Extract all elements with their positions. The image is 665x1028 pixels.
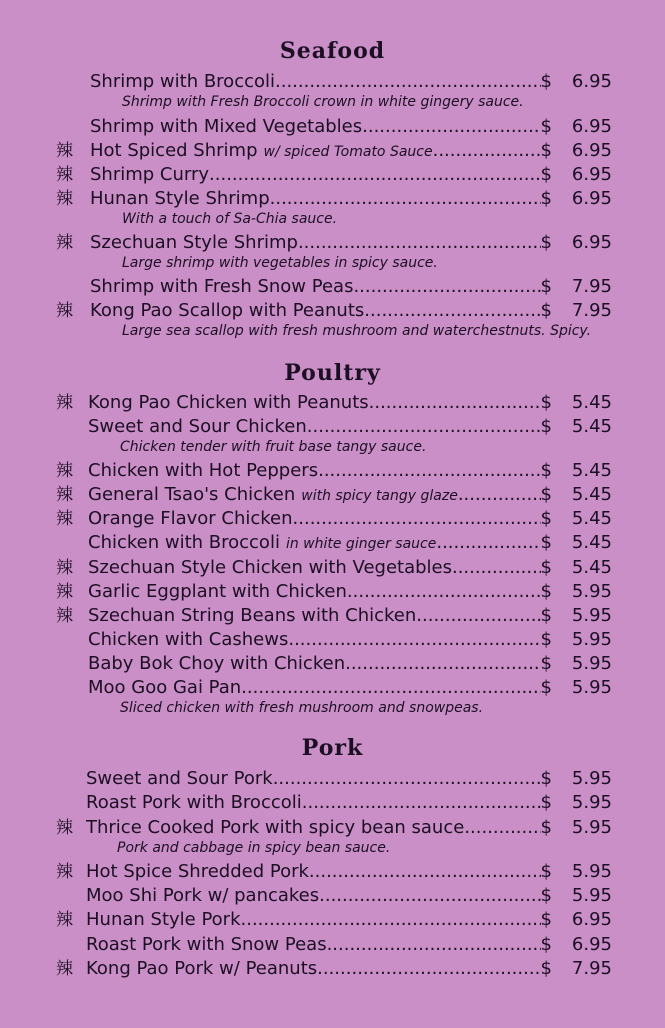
dot-leader <box>302 791 541 815</box>
dot-leader <box>458 483 541 507</box>
currency-symbol: $ <box>540 140 552 161</box>
menu-item <box>0 391 665 415</box>
currency-symbol: $ <box>540 116 552 137</box>
dot-leader <box>275 70 541 94</box>
menu-item-inline-description: w/ spiced Tomato Sauce <box>263 144 433 160</box>
menu-item <box>0 628 665 652</box>
spicy-marker-icon: 辣 <box>56 818 73 838</box>
menu-item-row <box>88 652 552 676</box>
menu-item-price: 5.95 <box>571 817 612 838</box>
section-title-pork: Pork <box>301 735 364 761</box>
menu-item-price: 6.95 <box>571 164 612 185</box>
menu-item-name: Sweet and Sour Chicken <box>88 416 307 437</box>
menu-item <box>0 556 665 580</box>
currency-symbol: $ <box>540 71 552 92</box>
menu-item <box>0 415 665 439</box>
menu-item-name: Shrimp with Fresh Snow Peas <box>90 276 354 297</box>
menu-item <box>0 957 665 981</box>
spicy-marker-icon: 辣 <box>56 959 73 979</box>
menu-item-price: 5.95 <box>571 792 612 813</box>
menu-item <box>0 275 665 299</box>
menu-item-row <box>86 933 552 957</box>
menu-item-name: Chicken with Cashews <box>88 629 289 650</box>
menu-item <box>0 459 665 483</box>
currency-symbol: $ <box>540 653 552 674</box>
dot-leader <box>364 299 540 323</box>
menu-item-row <box>88 676 552 700</box>
spicy-marker-icon: 辣 <box>56 461 73 481</box>
menu-item <box>0 604 665 628</box>
menu-item <box>0 115 665 139</box>
menu-item-price: 7.95 <box>571 300 612 321</box>
menu-item-row <box>90 70 552 94</box>
spicy-marker-icon: 辣 <box>56 189 73 209</box>
menu-item-row <box>88 604 552 628</box>
currency-symbol: $ <box>540 164 552 185</box>
spicy-marker-icon: 辣 <box>56 509 73 529</box>
menu-item-price: 5.95 <box>571 605 612 626</box>
menu-item-row <box>90 163 552 187</box>
menu-item-price: 5.45 <box>571 484 612 505</box>
menu-item-price: 5.95 <box>571 861 612 882</box>
dot-leader <box>433 139 541 163</box>
menu-item-name: Thrice Cooked Pork with spicy bean sauce <box>86 817 465 838</box>
currency-symbol: $ <box>540 508 552 529</box>
menu-item-price: 6.95 <box>571 188 612 209</box>
menu-item-row <box>88 459 552 483</box>
menu-item <box>0 231 665 255</box>
dot-leader <box>436 531 540 555</box>
menu-item-name: Kong Pao Chicken with Peanuts <box>88 392 369 413</box>
menu-item-description: Shrimp with Fresh Broccoli crown in white gingery sauce. <box>122 94 524 110</box>
menu-item-price: 5.95 <box>571 885 612 906</box>
menu-item-row <box>88 580 552 604</box>
currency-symbol: $ <box>540 677 552 698</box>
menu-item-name: Roast Pork with Broccoli <box>86 792 302 813</box>
currency-symbol: $ <box>540 861 552 882</box>
section-title-seafood: Seafood <box>279 38 386 64</box>
menu-item-name: Baby Bok Choy with Chicken <box>88 653 346 674</box>
dot-leader <box>416 604 540 628</box>
currency-symbol: $ <box>540 958 552 979</box>
dot-leader <box>270 187 541 211</box>
currency-symbol: $ <box>540 557 552 578</box>
menu-item <box>0 187 665 211</box>
currency-symbol: $ <box>540 484 552 505</box>
menu-item-name: Garlic Eggplant with Chicken <box>88 581 347 602</box>
spicy-marker-icon: 辣 <box>56 141 73 161</box>
menu-item-price: 6.95 <box>571 909 612 930</box>
currency-symbol: $ <box>540 392 552 413</box>
menu-item-price: 6.95 <box>571 232 612 253</box>
dot-leader <box>309 860 541 884</box>
menu-item <box>0 860 665 884</box>
menu-item-row <box>90 187 552 211</box>
menu-item-price: 5.45 <box>571 508 612 529</box>
currency-symbol: $ <box>540 885 552 906</box>
menu-item-row <box>86 791 552 815</box>
menu-item-price: 6.95 <box>571 934 612 955</box>
menu-item <box>0 299 665 323</box>
menu-item-name: Orange Flavor Chicken <box>88 508 293 529</box>
menu-item-row <box>88 628 552 652</box>
section-title-poultry: Poultry <box>284 360 381 386</box>
menu-item-price: 5.95 <box>571 677 612 698</box>
spicy-marker-icon: 辣 <box>56 301 73 321</box>
dot-leader <box>298 231 541 255</box>
currency-symbol: $ <box>540 460 552 481</box>
menu-item <box>0 483 665 507</box>
currency-symbol: $ <box>540 416 552 437</box>
menu-item-name: Hot Spice Shredded Pork <box>86 861 309 882</box>
menu-item-price: 6.95 <box>571 140 612 161</box>
currency-symbol: $ <box>540 232 552 253</box>
dot-leader <box>327 933 541 957</box>
menu-item-row <box>88 415 552 439</box>
dot-leader <box>353 275 540 299</box>
menu-item-name: Moo Shi Pork w/ pancakes <box>86 885 320 906</box>
menu-item-price: 5.95 <box>571 768 612 789</box>
dot-leader <box>319 884 540 908</box>
spicy-marker-icon: 辣 <box>56 233 73 253</box>
menu-item <box>0 507 665 531</box>
menu-item-row <box>88 483 552 508</box>
menu-item-row <box>90 115 552 139</box>
dot-leader <box>241 908 541 932</box>
currency-symbol: $ <box>540 581 552 602</box>
currency-symbol: $ <box>540 934 552 955</box>
dot-leader <box>293 507 541 531</box>
spicy-marker-icon: 辣 <box>56 393 73 413</box>
menu-item <box>0 816 665 840</box>
menu-item-description: Chicken tender with fruit base tangy sauce. <box>120 439 427 455</box>
menu-item-row <box>86 860 552 884</box>
menu-item <box>0 652 665 676</box>
currency-symbol: $ <box>540 532 552 553</box>
currency-symbol: $ <box>540 276 552 297</box>
menu-item <box>0 531 665 555</box>
menu-item <box>0 139 665 163</box>
menu-item <box>0 676 665 700</box>
menu-item-description: Sliced chicken with fresh mushroom and snowpeas. <box>120 700 484 716</box>
menu-item-price: 5.95 <box>571 653 612 674</box>
menu-item-price: 6.95 <box>571 116 612 137</box>
menu-item-row <box>88 507 552 531</box>
menu-item-row <box>90 275 552 299</box>
menu-item <box>0 767 665 791</box>
currency-symbol: $ <box>540 909 552 930</box>
dot-leader <box>209 163 541 187</box>
menu-item-row <box>90 139 552 164</box>
menu-item-name: Kong Pao Scallop with Peanuts <box>90 300 365 321</box>
menu-item-price: 5.45 <box>571 557 612 578</box>
menu-item <box>0 580 665 604</box>
menu-item-inline-description: with spicy tangy glaze <box>301 488 458 504</box>
menu-item-name: Chicken with Hot Peppers <box>88 460 319 481</box>
currency-symbol: $ <box>540 188 552 209</box>
spicy-marker-icon: 辣 <box>56 862 73 882</box>
menu-item-row <box>86 908 552 932</box>
menu-item-name: Shrimp Curry <box>90 164 210 185</box>
menu-item-description: With a touch of Sa-Chia sauce. <box>122 211 338 227</box>
menu-item-name: Szechuan String Beans with Chicken <box>88 605 417 626</box>
dot-leader <box>452 556 541 580</box>
menu-item-price: 5.95 <box>571 581 612 602</box>
dot-leader <box>273 767 541 791</box>
menu-item-name: Hunan Style Pork <box>86 909 241 930</box>
currency-symbol: $ <box>540 605 552 626</box>
dot-leader <box>347 580 541 604</box>
currency-symbol: $ <box>540 817 552 838</box>
menu-item-name: Shrimp with Mixed Vegetables <box>90 116 363 137</box>
spicy-marker-icon: 辣 <box>56 910 73 930</box>
spicy-marker-icon: 辣 <box>56 558 73 578</box>
menu-item-row <box>90 299 552 323</box>
menu-item-name: Hunan Style Shrimp <box>90 188 270 209</box>
spicy-marker-icon: 辣 <box>56 485 73 505</box>
menu-item-name: Chicken with Broccoli <box>88 532 280 553</box>
menu-item-name: Shrimp with Broccoli <box>90 71 276 92</box>
spicy-marker-icon: 辣 <box>56 606 73 626</box>
menu-item-name: General Tsao's Chicken <box>88 484 296 505</box>
menu-item-price: 5.45 <box>571 416 612 437</box>
menu-item-price: 5.45 <box>571 460 612 481</box>
menu-item-row <box>88 531 552 556</box>
menu-item-description: Large sea scallop with fresh mushroom and waterchestnuts. Spicy. <box>122 323 592 339</box>
menu-item-name: Kong Pao Pork w/ Peanuts <box>86 958 318 979</box>
menu-item-row <box>86 767 552 791</box>
menu-item-inline-description: in white ginger sauce <box>285 536 437 552</box>
menu-item-name: Sweet and Sour Pork <box>86 768 273 789</box>
spicy-marker-icon: 辣 <box>56 582 73 602</box>
menu-item-price: 5.45 <box>571 392 612 413</box>
spicy-marker-icon: 辣 <box>56 165 73 185</box>
menu-item-row <box>88 556 552 580</box>
menu-item-description: Large shrimp with vegetables in spicy sauce. <box>122 255 438 271</box>
menu-item <box>0 884 665 908</box>
menu-item-row <box>88 391 552 415</box>
currency-symbol: $ <box>540 300 552 321</box>
dot-leader <box>241 676 540 700</box>
menu-item-price: 7.95 <box>571 958 612 979</box>
menu-item <box>0 70 665 94</box>
menu-item-price: 7.95 <box>571 276 612 297</box>
menu-item-row <box>86 816 552 840</box>
menu-item <box>0 933 665 957</box>
dot-leader <box>345 652 540 676</box>
dot-leader <box>288 628 540 652</box>
menu-item-price: 5.45 <box>571 532 612 553</box>
currency-symbol: $ <box>540 768 552 789</box>
menu-item-name: Szechuan Style Shrimp <box>90 232 298 253</box>
dot-leader <box>464 816 540 840</box>
menu-item-name: Moo Goo Gai Pan <box>88 677 242 698</box>
dot-leader <box>318 459 540 483</box>
menu-item <box>0 791 665 815</box>
currency-symbol: $ <box>540 629 552 650</box>
menu-item-row <box>86 957 552 981</box>
menu-item-price: 6.95 <box>571 71 612 92</box>
menu-item-price: 5.95 <box>571 629 612 650</box>
currency-symbol: $ <box>540 792 552 813</box>
menu-item <box>0 163 665 187</box>
dot-leader <box>307 415 541 439</box>
menu-item-name: Roast Pork with Snow Peas <box>86 934 327 955</box>
menu-item <box>0 908 665 932</box>
menu-item-row <box>86 884 552 908</box>
dot-leader <box>317 957 540 981</box>
menu-item-row <box>90 231 552 255</box>
menu-item-description: Pork and cabbage in spicy bean sauce. <box>117 840 391 856</box>
menu-item-name: Hot Spiced Shrimp <box>90 140 258 161</box>
dot-leader <box>362 115 540 139</box>
menu-item-name: Szechuan Style Chicken with Vegetables <box>88 557 452 578</box>
dot-leader <box>369 391 541 415</box>
